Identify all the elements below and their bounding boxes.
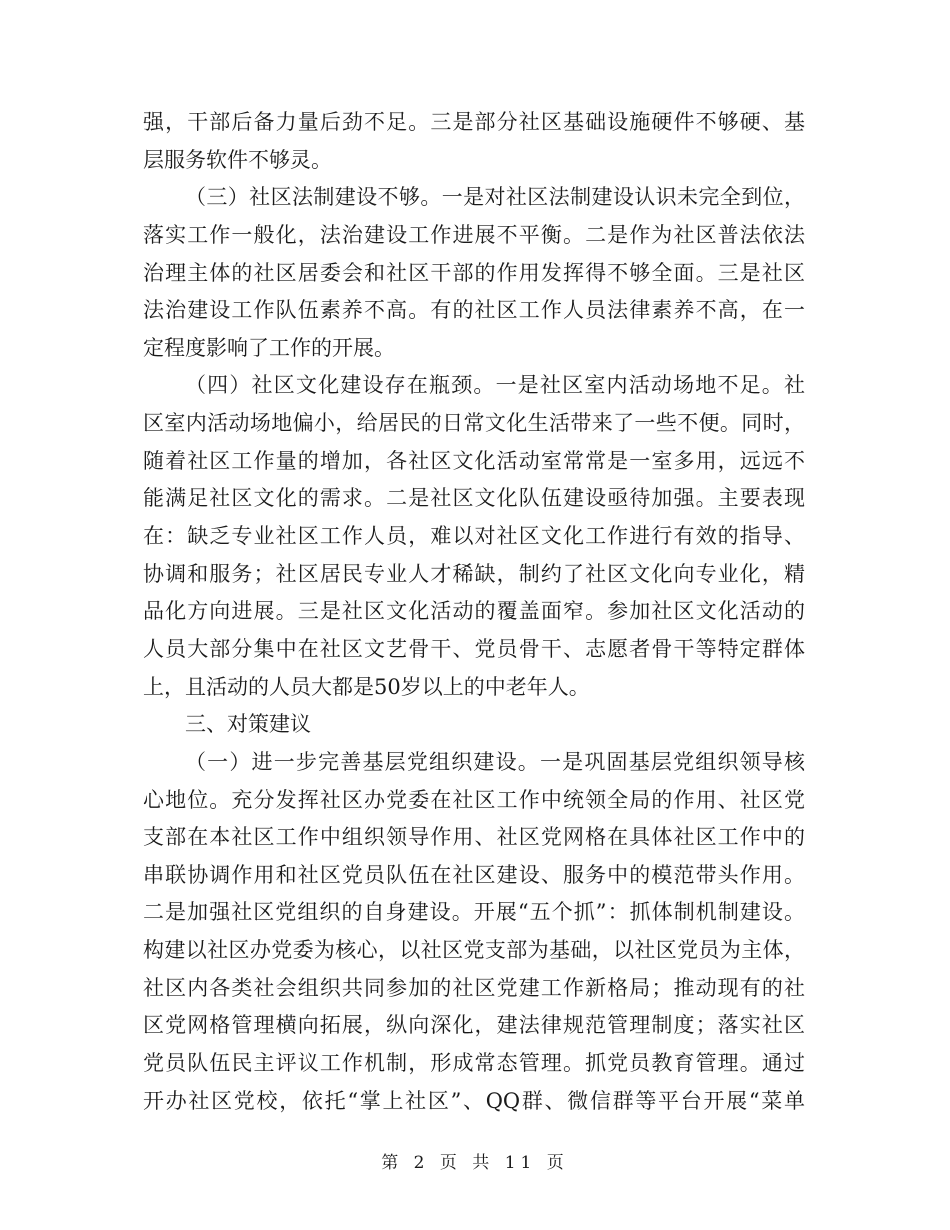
document-body <box>143 104 805 1120</box>
text-line: 开办社区党校，依托“掌上社区”、QQ群、微信群等平台开展“菜单 <box>143 1088 805 1113</box>
text-line: 层服务软件不够灵。 <box>143 147 332 172</box>
text-line: 上，且活动的人员大都是50岁以上的中老年人。 <box>143 674 590 699</box>
text-line: 品化方向进展。三是社区文化活动的覆盖面窄。参加社区文化活动的 <box>143 599 805 624</box>
text-line: 强，干部后备力量后劲不足。三是部分社区基础设施硬件不够硬、基 <box>143 110 805 134</box>
text-line: 落实工作一般化，法治建设工作进展不平衡。二是作为社区普法依法 <box>143 222 805 247</box>
text-line: 区党网格管理横向拓展，纵向深化，建法律规范管理制度；落实社区 <box>143 1013 805 1038</box>
text-line: 心地位。充分发挥社区办党委在社区工作中统领全局的作用、社区党 <box>143 787 805 812</box>
section-heading: 三、对策建议 <box>185 712 311 737</box>
text-line: 二是加强社区党组织的自身建设。开展“五个抓”：抓体制机制建设。 <box>143 900 805 925</box>
text-line: 构建以社区办党委为核心，以社区党支部为基础，以社区党员为主体， <box>143 938 805 963</box>
text-line: 社区内各类社会组织共同参加的社区党建工作新格局；推动现有的社 <box>143 975 805 1000</box>
text-line: 串联协调作用和社区党员队伍在社区建设、服务中的模范带头作用。 <box>143 862 805 887</box>
text-line: 法治建设工作队伍素养不高。有的社区工作人员法律素养不高，在一 <box>143 298 805 323</box>
text-line: （三）社区法制建设不够。一是对社区法制建设认识未完全到位， <box>185 185 805 210</box>
text-line: 在：缺乏专业社区工作人员，难以对社区文化工作进行有效的指导、 <box>143 524 805 549</box>
text-line: 支部在本社区工作中组织领导作用、社区党网格在具体社区工作中的 <box>143 825 805 850</box>
text-line: 人员大部分集中在社区文艺骨干、党员骨干、志愿者骨干等特定群体 <box>143 636 805 661</box>
text-line: 能满足社区文化的需求。二是社区文化队伍建设亟待加强。主要表现 <box>143 486 805 511</box>
text-line: 党员队伍民主评议工作机制，形成常态管理。抓党员教育管理。通过 <box>143 1051 805 1076</box>
text-line: 协调和服务；社区居民专业人才稀缺，制约了社区文化向专业化，精 <box>143 561 805 586</box>
text-line: （四）社区文化建设存在瓶颈。一是社区室内活动场地不足。社 <box>185 373 805 398</box>
text-line: 随着社区工作量的增加，各社区文化活动室常常是一室多用，远远不 <box>143 448 805 473</box>
text-line: （一）进一步完善基层党组织建设。一是巩固基层党组织领导核 <box>185 749 805 774</box>
text-line: 定程度影响了工作的开展。 <box>143 335 395 360</box>
text-line: 区室内活动场地偏小，给居民的日常文化生活带来了一些不便。同时， <box>143 411 805 436</box>
text-line: 治理主体的社区居委会和社区干部的作用发挥得不够全面。三是社区 <box>143 260 805 285</box>
page-number: 第 2 页 共 11 页 <box>381 1153 569 1173</box>
